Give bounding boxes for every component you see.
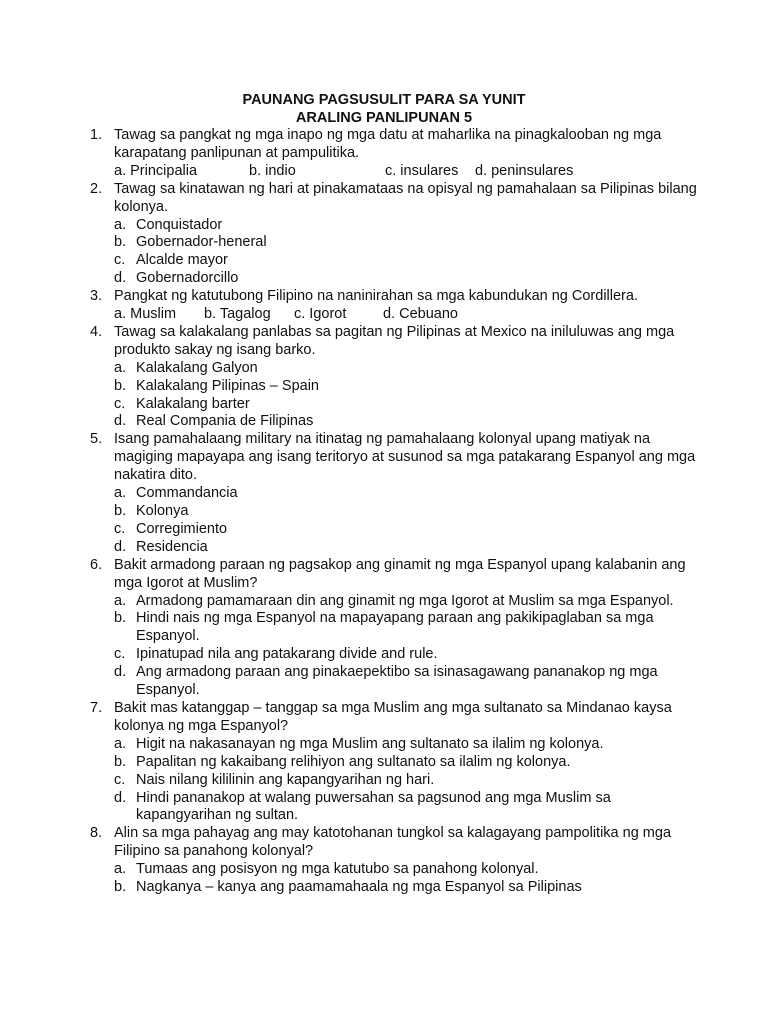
answer-option <box>0 217 768 235</box>
option-letter: a. <box>114 485 127 502</box>
question-text: Pangkat ng katutubong Filipino na naninirahan sa mga kabundukan ng Cordillera. <box>114 288 638 305</box>
option-text: Kolonya <box>136 503 189 519</box>
answer-option <box>0 861 768 879</box>
option-letter: c. <box>114 646 126 663</box>
option-letter: c. <box>114 771 126 788</box>
question-number: 1. <box>90 127 103 143</box>
question-item <box>0 557 768 700</box>
answer-option: a. Principalia <box>114 162 198 179</box>
document-subtitle: ARALING PANLIPUNAN 5 <box>295 110 473 126</box>
option-text: Alcalde mayor <box>136 252 228 269</box>
question-text: Bakit armadong paraan ng pagsakop ang ginamit ng mga Espanyol upang kalabanin ang mga Igorot at Muslim? <box>114 556 686 591</box>
option-letter: b. <box>114 234 127 251</box>
answer-option <box>0 610 768 646</box>
question-number: 6. <box>90 556 103 573</box>
option-text: Conquistador <box>136 216 223 233</box>
option-text: Gobernador-heneral <box>136 234 267 251</box>
question-number: 3. <box>90 288 103 305</box>
answer-option: b. indio <box>249 162 296 179</box>
question-item <box>0 431 768 556</box>
option-text: Tumaas ang posisyon ng mga katutubo sa panahong kolonyal. <box>136 861 539 878</box>
question-text: Tawag sa kalakalang panlabas sa pagitan ng Pilipinas at Mexico na iniluluwas ang mga produkto sakay ng isang barko. <box>114 323 675 358</box>
answer-option: d. Cebuano <box>383 306 458 323</box>
question-number: 8. <box>90 825 103 842</box>
option-text: Corregimiento <box>136 520 228 537</box>
answer-option <box>0 503 768 521</box>
answer-option <box>0 754 768 772</box>
question-number: 2. <box>90 180 103 197</box>
question-text: Alin sa mga pahayag ang may katotohanan tungkol sa kalagayang pampolitika ng mga Filipino sa panahong kolonyal? <box>114 825 672 860</box>
question-item <box>0 825 768 897</box>
question-item <box>0 288 768 324</box>
option-letter: a. <box>114 216 127 233</box>
answer-option <box>0 234 768 252</box>
option-text: Ang armadong paraan ang pinakaepektibo sa isinasagawang pananakop ng mga Espanyol. <box>136 664 658 699</box>
answer-option <box>0 485 768 503</box>
answer-option <box>0 378 768 396</box>
answer-option <box>0 736 768 754</box>
option-text: Residencia <box>136 538 208 555</box>
option-letter: c. <box>114 252 126 269</box>
answer-option <box>0 270 768 288</box>
option-text: Nais nilang kililinin ang kapangyarihan ng hari. <box>136 771 435 788</box>
answer-option <box>0 593 768 611</box>
option-letter: a. <box>114 861 127 878</box>
option-letter: d. <box>114 413 127 430</box>
answer-option <box>0 790 768 826</box>
answer-option <box>0 664 768 700</box>
question-list <box>0 127 768 897</box>
question-text: Isang pamahalaang military na itinatag ng pamahalaang kolonyal upang matiyak na magiging mapayapa ang isang teritoryo at susunod sa mga patakarang Espanyol ang mga nakatira dito. <box>114 431 696 484</box>
option-text: Gobernadorcillo <box>136 270 239 287</box>
inline-options <box>0 306 768 324</box>
question-number: 7. <box>90 699 103 716</box>
option-text: Ipinatupad nila ang patakarang divide and rule. <box>136 646 438 663</box>
answer-option <box>0 539 768 557</box>
question-item <box>0 127 768 181</box>
option-letter: d. <box>114 538 127 555</box>
option-letter: a. <box>114 592 127 609</box>
question-item <box>0 181 768 288</box>
option-text: Commandancia <box>136 485 238 502</box>
answer-option: b. Tagalog <box>204 306 271 323</box>
option-letter: b. <box>114 503 127 519</box>
option-text: Nagkanya – kanya ang paamamahaala ng mga Espanyol sa Pilipinas <box>136 879 582 896</box>
answer-option: a. Muslim <box>114 306 177 323</box>
option-text: Kalakalang barter <box>136 395 250 412</box>
option-text: Kalakalang Galyon <box>136 359 258 376</box>
inline-options <box>0 163 768 181</box>
option-text: Papalitan ng kakaibang relihiyon ang sultanato sa ilalim ng kolonya. <box>136 753 571 770</box>
option-letter: a. <box>114 359 127 376</box>
answer-option: c. Igorot <box>294 306 347 323</box>
option-text: Real Compania de Filipinas <box>136 413 314 430</box>
answer-option: c. insulares <box>385 162 459 179</box>
answer-option <box>0 521 768 539</box>
option-text: Kalakalang Pilipinas – Spain <box>136 377 319 394</box>
option-letter: b. <box>114 753 127 770</box>
option-letter: d. <box>114 664 127 681</box>
question-number: 4. <box>90 323 103 340</box>
option-letter: d. <box>114 270 127 287</box>
option-letter: c. <box>114 520 126 537</box>
option-text: Armadong pamamaraan din ang ginamit ng mga Igorot at Muslim sa mga Espanyol. <box>136 592 674 609</box>
document-title: PAUNANG PAGSUSULIT PARA SA YUNIT <box>242 92 526 108</box>
question-item <box>0 700 768 825</box>
option-text: Hindi nais ng mga Espanyol na mapayapang paraan ang pakikipaglaban sa mga Espanyol. <box>136 610 654 645</box>
question-text: Tawag sa pangkat ng mga inapo ng mga datu at maharlika na pinagkalooban ng mga karapatang panlipunan at pampulitika. <box>114 127 662 161</box>
answer-option <box>0 646 768 664</box>
answer-option <box>0 360 768 378</box>
answer-option <box>0 413 768 431</box>
question-number: 5. <box>90 431 103 448</box>
option-letter: d. <box>114 789 127 806</box>
answer-option <box>0 772 768 790</box>
answer-option <box>0 879 768 897</box>
question-text: Bakit mas katanggap – tanggap sa mga Muslim ang mga sultanato sa Mindanao kaysa kolonya ng mga Espanyol? <box>114 699 672 734</box>
option-letter: b. <box>114 377 127 394</box>
question-text: Tawag sa kinatawan ng hari at pinakamataas na opisyal ng pamahalaan sa Pilipinas bilang kolonya. <box>114 180 697 215</box>
option-letter: c. <box>114 395 126 412</box>
answer-option <box>0 396 768 414</box>
option-letter: b. <box>114 879 127 896</box>
option-text: Hindi pananakop at walang puwersahan sa pagsunod ang mga Muslim sa kapangyarihan ng sultan. <box>136 789 611 824</box>
option-text: Higit na nakasanayan ng mga Muslim ang sultanato sa ilalim ng kolonya. <box>136 735 604 752</box>
option-letter: b. <box>114 610 127 627</box>
answer-option <box>0 252 768 270</box>
answer-option: d. peninsulares <box>475 162 574 179</box>
option-letter: a. <box>114 735 127 752</box>
question-item <box>0 324 768 431</box>
